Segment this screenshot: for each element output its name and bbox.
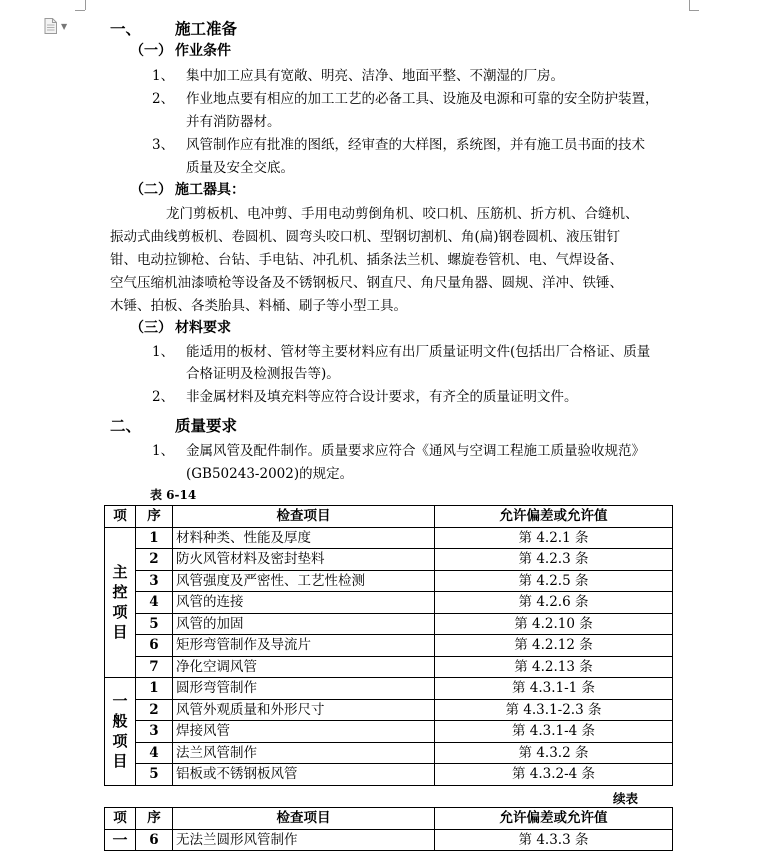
- table-row: [105, 570, 673, 592]
- subsection2-title: 施工器具：: [175, 182, 245, 198]
- section2-title: 质量要求: [175, 416, 238, 435]
- row-standard: 第 4.2.10 条: [435, 613, 673, 635]
- row-number: 3: [136, 570, 173, 592]
- table-header-row: [105, 808, 673, 830]
- subsection1-title: 作业条件: [175, 43, 231, 59]
- list-item-text: 非金属材料及填充料等应符合设计要求，有齐全的质量证明文件。: [186, 389, 578, 405]
- header-number: 序: [136, 506, 173, 528]
- section2-number: 二、: [110, 416, 142, 435]
- list-item-text: 质量及安全交底。: [186, 160, 294, 176]
- document-icon[interactable]: [44, 18, 57, 34]
- row-number: 1: [136, 527, 173, 549]
- section1-title: 施工准备: [175, 19, 238, 38]
- header-category: 项: [105, 808, 136, 830]
- row-item: 防火风管材料及密封垫料: [173, 549, 435, 571]
- table-row: [105, 613, 673, 635]
- page-corner-mark-right: [689, 0, 690, 10]
- table-row: [105, 699, 673, 721]
- row-standard: 第 4.3.2-4 条: [435, 764, 673, 786]
- row-standard: 第 4.3.1-4 条: [435, 721, 673, 743]
- header-number: 序: [136, 808, 173, 830]
- list-item-number: 3、: [152, 137, 175, 153]
- subsection2-label: （二）: [130, 182, 172, 198]
- paragraph-line: 空气压缩机油漆喷枪等设备及不锈钢板尺、钢直尺、角尺量角器、圆规、洋冲、铁锤、: [110, 275, 623, 291]
- row-number: 1: [136, 678, 173, 700]
- row-standard: 第 4.2.5 条: [435, 570, 673, 592]
- row-item: 材料种类、性能及厚度: [173, 527, 435, 549]
- category-general: 一: [105, 829, 136, 851]
- row-standard: 第 4.2.3 条: [435, 549, 673, 571]
- table-row: [105, 764, 673, 786]
- table-row: [105, 635, 673, 657]
- quality-table: [104, 505, 673, 786]
- subsection3-label: （三）: [130, 320, 172, 336]
- table-row: [105, 742, 673, 764]
- list-item-text: 金属风管及配件制作。质量要求应符合《通风与空调工程施工质量验收规范》: [186, 443, 645, 459]
- table-header-row: [105, 506, 673, 528]
- category-general: 一 般 项 目: [105, 678, 136, 786]
- row-item: 圆形弯管制作: [173, 678, 435, 700]
- continued-table-label: 续表: [613, 791, 639, 806]
- list-item-text: 并有消防器材。: [186, 114, 281, 130]
- header-check-item: 检查项目: [173, 506, 435, 528]
- row-item: 风管强度及严密性、工艺性检测: [173, 570, 435, 592]
- list-item-number: 1、: [152, 443, 175, 459]
- row-standard: 第 4.3.2 条: [435, 742, 673, 764]
- section1-number: 一、: [110, 19, 142, 38]
- table-row: [105, 656, 673, 678]
- header-category: 项: [105, 506, 136, 528]
- paragraph-line: 振动式曲线剪板机、卷圆机、圆弯头咬口机、型钢切割机、角(扁)钢卷圆机、液压钳钉: [110, 229, 621, 245]
- page-corner-mark-right-h: [689, 10, 699, 11]
- row-standard: 第 4.2.1 条: [435, 527, 673, 549]
- table-row: [105, 678, 673, 700]
- row-standard: 第 4.2.12 条: [435, 635, 673, 657]
- table-row: [105, 829, 673, 851]
- row-item: 风管的加固: [173, 613, 435, 635]
- row-item: 无法兰圆形风管制作: [173, 829, 435, 851]
- row-number: 7: [136, 656, 173, 678]
- row-item: 法兰风管制作: [173, 742, 435, 764]
- row-standard: 第 4.3.1-1 条: [435, 678, 673, 700]
- subsection3-title: 材料要求: [175, 320, 231, 336]
- header-check-item: 检查项目: [173, 808, 435, 830]
- row-number: 2: [136, 549, 173, 571]
- header-tolerance: 允许偏差或允许值: [435, 808, 673, 830]
- paragraph-line: 木锤、拍板、各类胎具、料桶、刷子等小型工具。: [110, 298, 407, 314]
- row-number: 5: [136, 764, 173, 786]
- list-item-number: 1、: [152, 68, 175, 84]
- row-number: 5: [136, 613, 173, 635]
- list-item-number: 2、: [152, 91, 175, 107]
- paragraph-line: 龙门剪板机、电冲剪、手用电动剪倒角机、咬口机、压筋机、折方机、合缝机、: [166, 206, 639, 222]
- row-number: 4: [136, 742, 173, 764]
- row-number: 4: [136, 592, 173, 614]
- row-item: 风管外观质量和外形尺寸: [173, 699, 435, 721]
- list-item-text: 能适用的板材、管材等主要材料应有出厂质量证明文件(包括出厂合格证、质量: [186, 344, 651, 360]
- list-item-number: 2、: [152, 389, 175, 405]
- list-item-text: (GB50243-2002)的规定。: [186, 466, 354, 482]
- list-item-number: 1、: [152, 344, 175, 360]
- row-item: 净化空调风管: [173, 656, 435, 678]
- row-standard: 第 4.3.3 条: [435, 829, 673, 851]
- chevron-down-icon[interactable]: ▼: [61, 22, 68, 31]
- subsection1-label: （一）: [130, 43, 172, 59]
- page-corner-mark-left: [85, 0, 86, 10]
- row-item: 焊接风管: [173, 721, 435, 743]
- row-number: 2: [136, 699, 173, 721]
- list-item-text: 作业地点要有相应的加工工艺的必备工具、设施及电源和可靠的安全防护装置，: [186, 91, 659, 107]
- list-item-text: 集中加工应具有宽敞、明亮、洁净、地面平整、不潮湿的厂房。: [186, 68, 564, 84]
- table-row: [105, 527, 673, 549]
- quality-table-continued: [104, 807, 673, 851]
- row-number: 3: [136, 721, 173, 743]
- row-item: 铝板或不锈钢板风管: [173, 764, 435, 786]
- table-row: [105, 549, 673, 571]
- table-row: [105, 592, 673, 614]
- table-caption: 表 6-14: [150, 488, 197, 502]
- page-corner-mark-left-h: [75, 10, 85, 11]
- paragraph-line: 钳、电动拉铆枪、台钻、手电钻、冲孔机、插条法兰机、螺旋卷管机、电、气焊设备、: [110, 252, 623, 268]
- header-tolerance: 允许偏差或允许值: [435, 506, 673, 528]
- table-row: [105, 721, 673, 743]
- row-item: 矩形弯管制作及导流片: [173, 635, 435, 657]
- row-number: 6: [136, 829, 173, 851]
- category-main-control: 主 控 项 目: [105, 527, 136, 678]
- list-item-text: 风管制作应有批准的图纸，经审查的大样图，系统图，并有施工员书面的技术: [186, 137, 645, 153]
- row-standard: 第 4.3.1-2.3 条: [435, 699, 673, 721]
- row-standard: 第 4.2.13 条: [435, 656, 673, 678]
- row-item: 风管的连接: [173, 592, 435, 614]
- row-number: 6: [136, 635, 173, 657]
- row-standard: 第 4.2.6 条: [435, 592, 673, 614]
- list-item-text: 合格证明及检测报告等)。: [186, 366, 340, 382]
